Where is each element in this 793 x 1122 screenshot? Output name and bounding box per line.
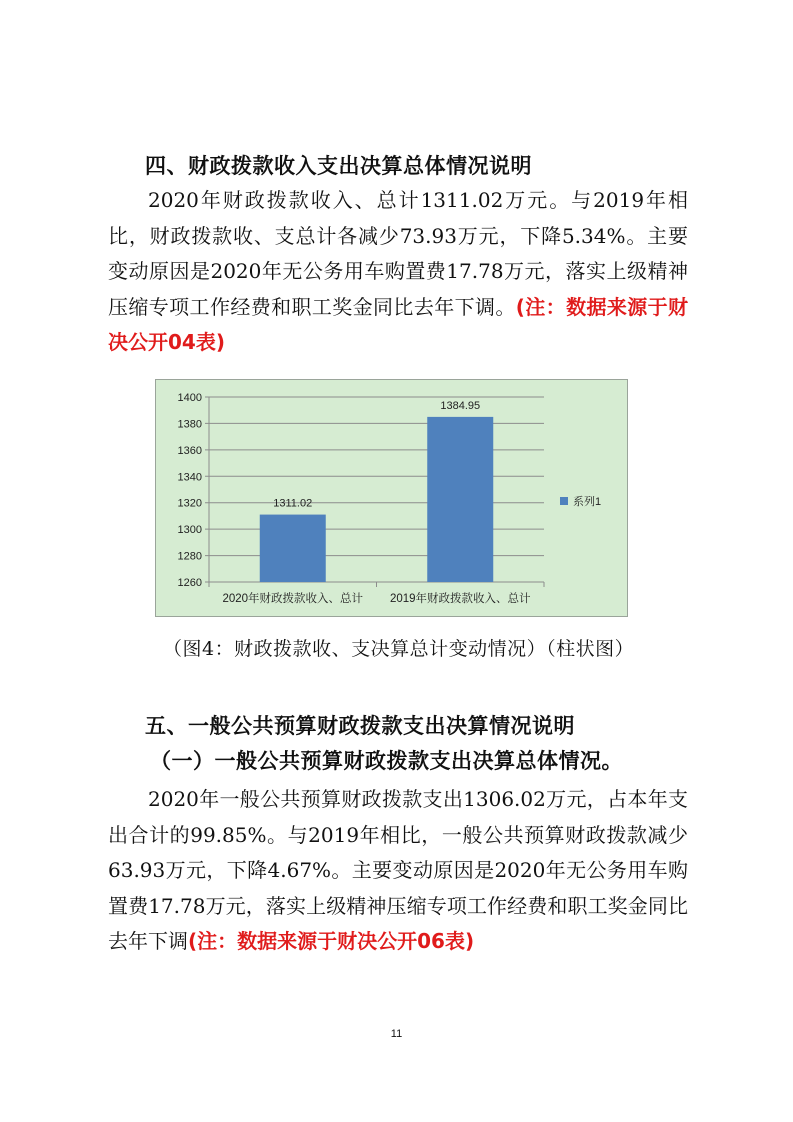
section4-heading: 四、财政拨款收入支出决算总体情况说明	[145, 154, 532, 178]
data-label: 1311.02	[273, 497, 313, 510]
x-category-label: 2019年财政拨款收入、总计	[389, 593, 531, 605]
x-category-label: 2020年财政拨款收入、总计	[222, 593, 364, 605]
section4-body-text: 2020年财政拨款收入、总计1311.02万元。与2019年相比，财政拨款收、支总计各减少73.93万元，下降5.34%。主要变动原因是2020年无公务用车购置费17.78万元，落实上级精神压缩专项工作经费和职工奖金同比去年下调。	[108, 188, 688, 319]
page-number: 11	[390, 1028, 403, 1040]
bar	[260, 515, 326, 582]
data-label: 1384.95	[440, 399, 481, 412]
figure-caption: （图4：财政拨款收、支决算总计变动情况）（柱状图）	[163, 638, 635, 660]
section5-heading: 五、一般公共预算财政拨款支出决算情况说明	[145, 714, 575, 738]
section4-paragraph	[108, 183, 688, 361]
y-tick-labels	[178, 392, 202, 589]
y-tick-label: 1380	[177, 418, 202, 431]
y-tick-label: 1360	[177, 444, 202, 457]
section5-source-note: (注：数据来源于财决公开06表)	[188, 929, 475, 953]
y-tick-label: 1320	[177, 497, 202, 510]
chart-frame	[155, 379, 628, 617]
y-tick-label: 1260	[177, 577, 202, 589]
section5-paragraph	[108, 782, 688, 960]
x-category-labels	[222, 591, 531, 605]
section5-body-text: 2020年一般公共预算财政拨款支出1306.02万元，占本年支出合计的99.85%。与2019年相比，一般公共预算财政拨款减少63.93万元，下降4.67%。主要变动原因是2020年无公务用车购置费17.78万元，落实上级精神压缩专项工作经费和职工奖金同比去年下调	[108, 787, 688, 953]
section4-source-note: (注：数据来源于财决公开04表)	[108, 294, 689, 354]
y-tick-label: 1340	[177, 471, 202, 484]
y-tick-label: 1280	[177, 550, 202, 563]
bar	[427, 417, 493, 582]
legend	[560, 494, 601, 508]
y-tick-label: 1300	[177, 524, 202, 537]
section5-subheading: （一）一般公共预算财政拨款支出决算总体情况。	[150, 749, 623, 773]
legend-swatch	[560, 497, 568, 505]
y-tick-label: 1400	[177, 392, 202, 404]
legend-label: 系列1	[573, 496, 602, 508]
bar-chart	[156, 380, 627, 616]
